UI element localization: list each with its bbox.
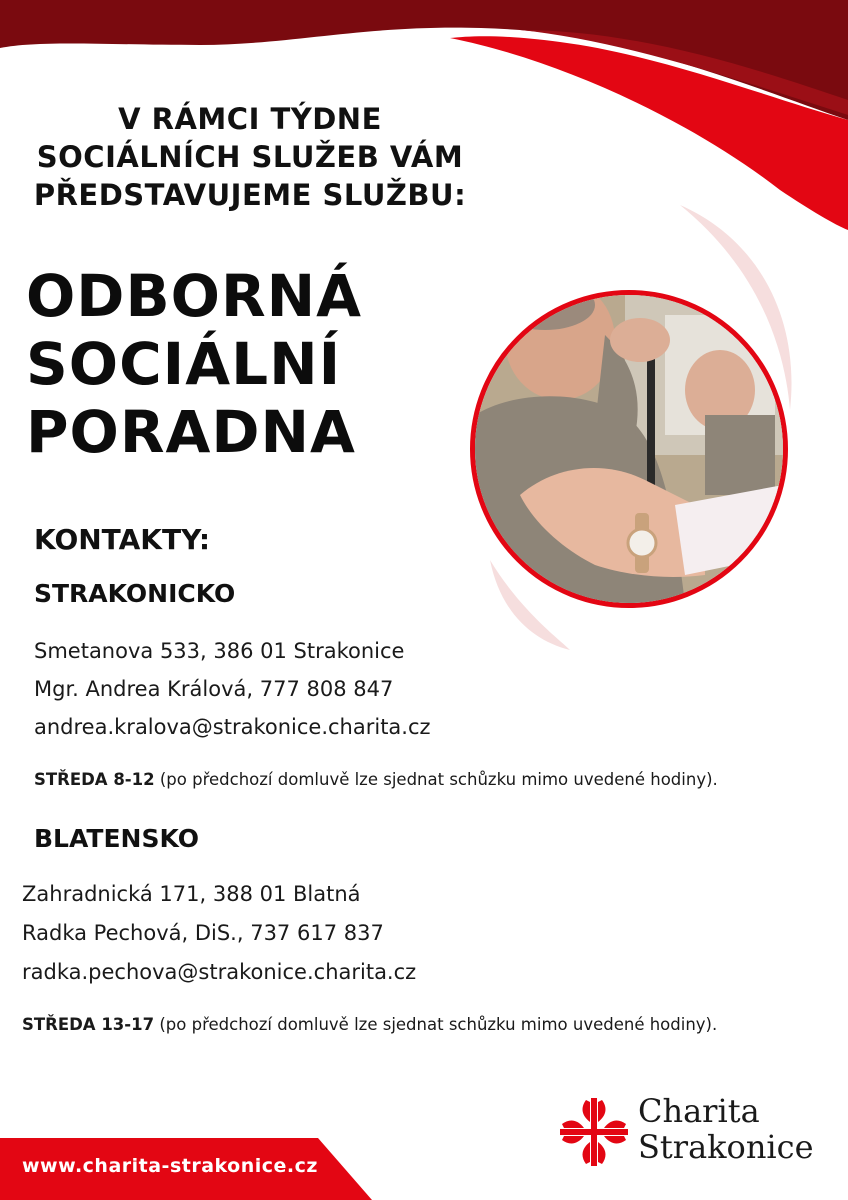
logo-text: [638, 1093, 814, 1165]
title-line-2: SOCIÁLNÍ: [26, 330, 342, 398]
blatensko-heading: BLATENSKO: [34, 824, 199, 853]
intro-line-2: SOCIÁLNÍCH SLUŽEB VÁM: [36, 140, 464, 174]
strakonicko-heading: STRAKONICKO: [34, 579, 236, 608]
photo-illustration: [475, 295, 783, 603]
title-line-3: PORADNA: [26, 398, 356, 466]
blatensko-hours-day: STŘEDA 13-17: [22, 1015, 155, 1034]
strakonicko-person: Mgr. Andrea Králová, 777 808 847: [34, 677, 394, 701]
blatensko-email[interactable]: radka.pechova@strakonice.charita.cz: [22, 960, 417, 984]
intro-line-3: PŘEDSTAVUJEME SLUŽBU:: [33, 178, 467, 212]
strakonicko-hours-note: (po předchozí domluvě lze sjednat schůzku mimo uvedené hodiny).: [154, 770, 718, 789]
blatensko-person: Radka Pechová, DiS., 737 617 837: [22, 921, 384, 945]
strakonicko-email[interactable]: andrea.kralova@strakonice.charita.cz: [34, 715, 431, 739]
strakonicko-address: Smetanova 533, 386 01 Strakonice: [34, 639, 405, 663]
intro-line-1: V RÁMCI TÝDNE: [118, 102, 382, 136]
logo-line-2: Strakonice: [638, 1128, 814, 1166]
intro-heading: [0, 100, 500, 214]
website-link[interactable]: www.charita-strakonice.cz: [22, 1155, 318, 1177]
service-title: [26, 262, 362, 466]
blatensko-hours: [22, 1015, 717, 1034]
title-line-1: ODBORNÁ: [26, 262, 363, 330]
contacts-heading: KONTAKTY:: [34, 523, 211, 556]
logo-line-1: Charita: [638, 1092, 760, 1130]
charita-flame-cross-icon: [560, 1098, 628, 1166]
blatensko-address: Zahradnická 171, 388 01 Blatná: [22, 882, 361, 906]
photo-hands-on-shoulder: [470, 290, 788, 608]
strakonicko-hours-day: STŘEDA 8-12: [34, 770, 155, 789]
blatensko-hours-note: (po předchozí domluvě lze sjednat schůzku mimo uvedené hodiny).: [154, 1015, 718, 1034]
strakonicko-hours: [34, 770, 718, 789]
